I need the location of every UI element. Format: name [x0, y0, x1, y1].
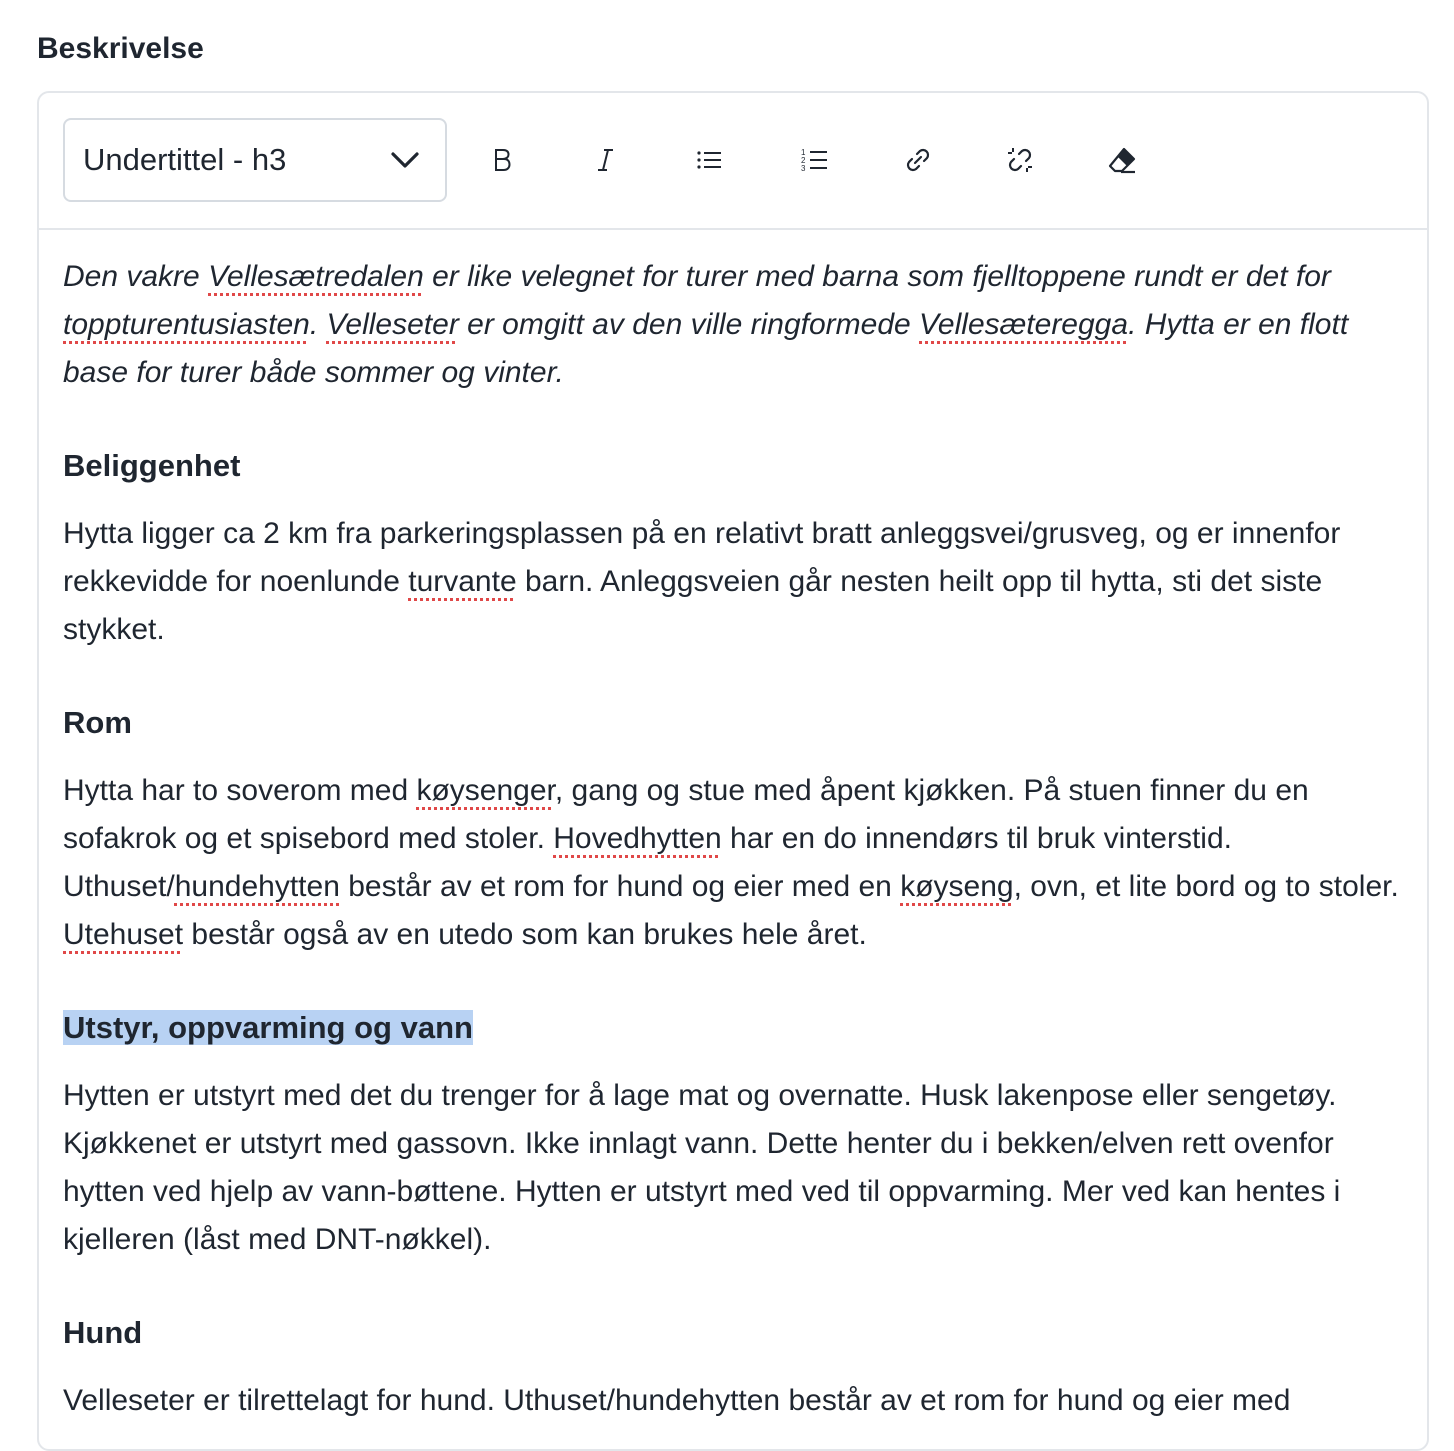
numbered-list-icon	[799, 144, 831, 176]
editor-toolbar	[39, 93, 1427, 230]
numbered-list-button[interactable]	[785, 130, 845, 190]
intro-paragraph: Den vakre Vellesætredalen er like velegnet for turer med barna som fjelltoppene rundt er det for toppturentusiasten. Velleseter er omgitt av den ville ringformede Vellesæteregga. Hytta er en flott base for turer både sommer og vinter.	[63, 260, 1349, 389]
spellcheck-word[interactable]: Velleseter	[326, 308, 459, 341]
section-heading-beliggenhet: Beliggenhet	[63, 448, 241, 483]
section-paragraph-beliggenhet: Hytta ligger ca 2 km fra parkeringsplassen på en relativt bratt anleggsvei/grusveg, og er innenfor rekkevidde for noenlunde turvante barn. Anleggsveien går nesten heilt opp til hytta, sti det siste stykket.	[63, 517, 1341, 646]
field-label: Beskrivelse	[37, 32, 204, 65]
rich-text-editor[interactable]	[37, 91, 1429, 1451]
italic-icon	[590, 144, 622, 176]
section-heading-utstyr	[63, 1004, 1407, 1052]
spellcheck-word[interactable]: Vellesæteregga	[919, 308, 1129, 341]
section-paragraph-utstyr: Hytten er utstyrt med det du trenger for å lage mat og overnatte. Husk lakenpose eller sengetøy. Kjøkkenet er utstyrt med gassovn. Ikke innlagt vann. Dette henter du i bekken/elven rett ovenfor hytten ved hjelp av vann-bøttene. Hytten er utstyrt med ved til oppvarming. Mer ved kan hentes i kjelleren (låst med DNT-nøkkel).	[63, 1079, 1341, 1256]
spellcheck-word[interactable]: turvante	[408, 565, 517, 598]
chevron-down-icon	[389, 148, 421, 172]
eraser-icon	[1106, 144, 1138, 176]
section-paragraph-hund: Velleseter er tilrettelagt for hund. Uthuset/hundehytten består av et rom for hund og eier med	[63, 1384, 1291, 1417]
spellcheck-word[interactable]: Hovedhytten	[553, 822, 722, 855]
text-selection: Utstyr, oppvarming og vann	[63, 1010, 473, 1045]
link-button[interactable]	[888, 130, 948, 190]
unlink-button[interactable]	[990, 130, 1050, 190]
bold-button[interactable]	[472, 130, 532, 190]
section-paragraph-rom: Hytta har to soverom med køysenger, gang og stue med åpent kjøkken. På stuen finner du en sofakrok og et spisebord med stoler. Hovedhytten har en do innendørs til bruk vinterstid. Uthuset/hundehytten består av et rom for hund og eier med en køyseng, ovn, et lite bord og to stoler. Utehuset består også av en utedo som kan brukes hele året.	[63, 774, 1399, 951]
section-heading-hund: Hund	[63, 1315, 143, 1350]
spellcheck-word[interactable]: køysenger	[416, 774, 555, 807]
svg-text:3: 3	[801, 164, 806, 173]
spellcheck-word[interactable]: hundehytten	[174, 870, 340, 903]
unlink-icon	[1004, 144, 1036, 176]
clear-format-button[interactable]	[1092, 130, 1152, 190]
heading-style-select[interactable]	[63, 118, 447, 202]
spellcheck-word[interactable]: Vellesætredalen	[208, 260, 424, 293]
bold-icon	[486, 144, 518, 176]
link-icon	[902, 144, 934, 176]
svg-text:2: 2	[801, 156, 806, 165]
spellcheck-word[interactable]: toppturentusiasten	[63, 308, 310, 341]
editor-content[interactable]	[63, 253, 1407, 1451]
bullet-list-icon	[694, 144, 726, 176]
svg-text:1: 1	[801, 148, 806, 157]
section-heading-rom: Rom	[63, 705, 132, 740]
italic-button[interactable]	[576, 130, 636, 190]
spellcheck-word[interactable]: køyseng	[900, 870, 1014, 903]
spellcheck-word[interactable]: Utehuset	[63, 918, 184, 951]
bullet-list-button[interactable]	[680, 130, 740, 190]
heading-style-value: Undertittel - h3	[83, 142, 287, 177]
